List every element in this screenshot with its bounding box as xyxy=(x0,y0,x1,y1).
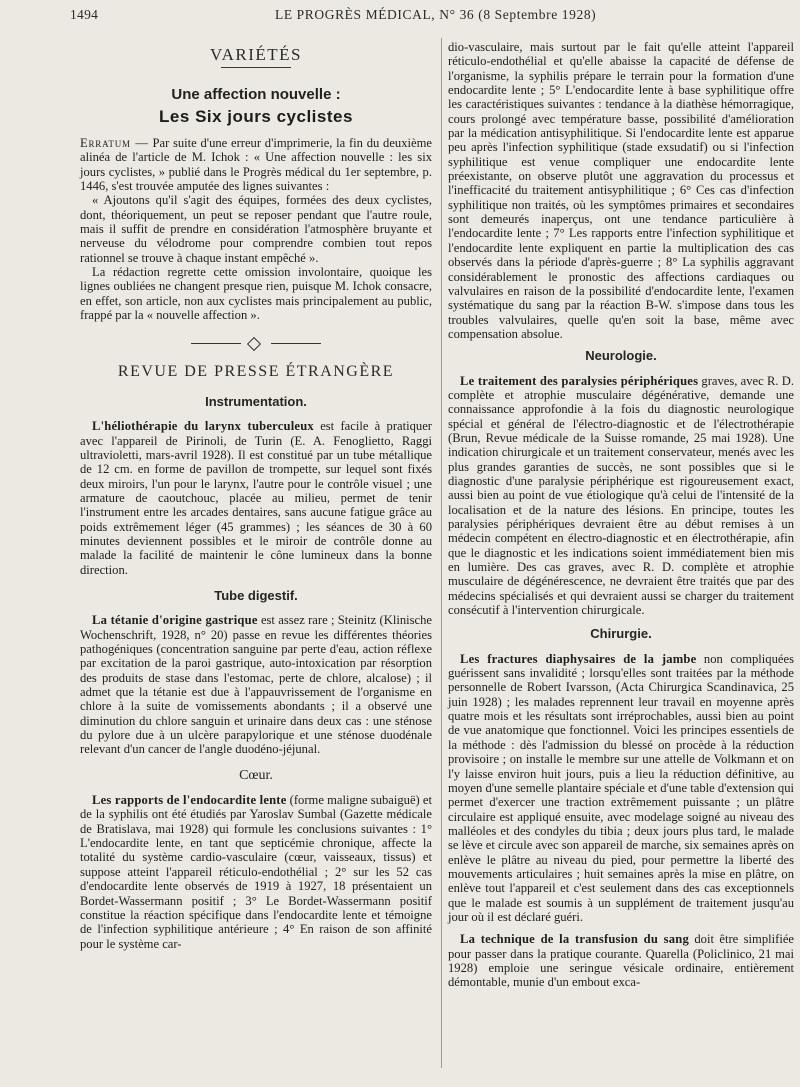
journal-title: LE PROGRÈS MÉDICAL, N° 36 (8 Septembre 1928) xyxy=(275,7,597,22)
continuation-paragraph: dio-vasculaire, mais surtout par le fait qu'elle atteint l'appareil réticulo-endothélial et qu'elle abaisse la capacité de défense de l'organisme, la syphilis prépare le terrain pour la formation d'une endocardite lente ; 5° L'endocardite lente à base syphilitique offre les caractéristiques suivantes : tendance à la diathèse hémorragique, cours prolongé avec température basse, possibilité d'amélioration par la médication antisyphilitique. Si l'endocardite lente est apparue peu après l'infection syphilitique (stade exsudatif) ou si l'infection syphilitique est venue compliquer une endocardite lente préexistante, on observe plutôt une aggravation du processus et l'inefficacité du traitement antisyphilitique ; 6° Ces cas d'infection syphilitique non traités, où les symptômes primaires et secondaires sont demeurés inaperçus, ont une tendance particulière à l'endocardite lente ; 7° Les rapports entre l'infection syphilitique et l'endocardite lente expliquent en partie la multiplication des cas observés dans la période d'après-guerre ; 8° La syphilis aggravant considérablement le pronostic des affections cardiaques ou valvulaires en raison de la possibilité d'endocardite lente, l'examen systématique du sang par la réaction B-W. s'impose dans tous les troubles valvulaires, quelle qu'en soit la base, même avec compensation absolue. xyxy=(448,40,794,341)
helio-paragraph xyxy=(80,419,432,577)
right-column xyxy=(448,40,794,990)
rapports-paragraph xyxy=(80,793,432,951)
rapports-lead: Les rapports de l'endocardite lente xyxy=(92,793,287,808)
fractures-lead: Les fractures diaphysaires de la jambe xyxy=(460,651,697,666)
erratum-lead: Erratum — xyxy=(80,136,149,151)
fractures-text: non compliquées guérissent sans invalidité ; lorsqu'elles sont traitées par la méthode personnelle de Robert Ivarsson, (Acta Chirurgica Scandinavica, 25 juin 1928) ; les malades reprennent leur travail en moyenne après quatre mois et les résultats sont irréprochables, aussi bien au point de vue anatomique que fonctionnel. Voici les principes essentiels de la méthode : dès l'admission du blessé on procède à la réduction provisoire ; on installe le membre sur une attelle de Volkmann et on l'y laisse environ huit jours, puis a lieu la réduction définitive, au moyen d'une semelle plantaire spéciale et d'une table d'extension qui permet d'exercer une traction extrêmement puissante ; un plâtre circulaire est appliqué ensuite, avec modelage soigné au niveau des malléoles et des condyles du tibia ; deux jours plus tard, le malade se lève et circule avec son appareil de marche, six semaines après on enlève le plâtre au niveau du pied, pour permettre la liberté des mouvements articulaires ; huit semaines après la mise en plâtre, on enlève tout l'appareil et c'est seulement dans des cas exceptionnels que le malade est soumis à un supplément de traitement jusqu'au jour où il est déclaré guéri. xyxy=(448,651,794,924)
transfusion-lead: La technique de la transfusion du sang xyxy=(460,932,689,947)
revue-title: REVUE DE PRESSE ÉTRANGÈRE xyxy=(117,362,395,380)
tetanie-lead: La tétanie d'origine gastrique xyxy=(92,613,258,628)
page-number: 1494 xyxy=(70,7,99,22)
tube-digestif-heading: Tube digestif. xyxy=(214,587,298,603)
coeur-heading: Cœur. xyxy=(239,767,273,783)
erratum-text: Par suite d'une erreur d'imprimerie, la fin du deuxième alinéa de l'article de M. Ichok : « Une affection nouvelle : les six jours cyclistes, » publié dans le Progrès médical du 1er septembre, p. 1446, s'est trouvée amputée des lignes suivantes : xyxy=(80,136,432,194)
neuro-paragraph xyxy=(448,374,794,618)
section-ornament xyxy=(191,337,321,351)
erratum-paragraph xyxy=(80,136,432,193)
neurologie-heading: Neurologie. xyxy=(585,348,657,364)
tetanie-paragraph xyxy=(80,613,432,756)
running-head xyxy=(70,7,790,23)
neuro-text: graves, avec R. D. complète et atrophie musculaire dégénérative, demande une connaissance approfondie à la fois du diagnostic neurologique spécial et général de l'électro-diagnostic et de l'électrothérapie (Brun, Revue médicale de la Suisse romande, 25 mai 1928). Une indication chirurgicale et un traitement conservateur, menés avec les plus grandes garanties de succès, ne sont possibles que si le diagnostic d'une paralysie périphérique est rigoureusement exact, aussi bien au point de vue étiologique qu'à celui de l'intensité de la localisation et de la nature des lésions. En principe, toutes les paralysies périphériques devraient être au début remises à un médecin compétent en électro-diagnostic et en électrothérapie, afin que le diagnostic et les indications soient immédiatement bien mis en lumière. Des cas graves, avec R. D. complète et atrophie musculaire de dégénérescence, ne devraient être traités que par des médecins spécialisés et qui devraient aussi se charger du traitement consécutif à l'intervention chirurgicale. xyxy=(448,373,794,618)
tetanie-text: est assez rare ; Steinitz (Klinische Wochenschrift, 1928, n° 20) passe en revue les différentes théories pathogéniques (concentration sanguine par perte d'eau, action réflexe par excitation de la paroi gastrique, auto-intoxication par résorption des produits de stase dans l'estomac, perte de chlore, alcalose) ; il admet que la tétanie est due à l'appauvrissement de l'organisme en chlore à la suite de vomissements abondants ; il a observé une diminution du chlore sanguin et urinaire dans deux cas : une sténose du pylore due à un ulcère parapylorique et une sténose duodénale relevant d'un cancer de l'angle duodéno-jéjunal. xyxy=(80,613,432,757)
six-jours-heading: Les Six jours cyclistes xyxy=(159,106,353,126)
helio-lead: L'héliothérapie du larynx tuberculeux xyxy=(92,419,314,434)
erratum-quote: « Ajoutons qu'il s'agit des équipes, formées des deux cyclistes, dont, théoriquement, un peut se reposer pendant que l'autre roule, mais il suffit de prendre en considération l'atmosphère bruyante et nerveuse du vélodrome pour comprendre combien tout repos rationnel se trouve à chaque instant empêché ». xyxy=(80,193,432,265)
chirurgie-heading: Chirurgie. xyxy=(590,626,652,642)
title-rule xyxy=(221,67,291,68)
transfusion-paragraph xyxy=(448,932,794,989)
instrumentation-heading: Instrumentation. xyxy=(205,393,307,409)
column-divider xyxy=(441,38,442,1068)
left-column xyxy=(80,40,432,951)
affection-heading: Une affection nouvelle : xyxy=(171,86,341,104)
fractures-paragraph xyxy=(448,652,794,925)
varietes-title: VARIÉTÉS xyxy=(210,45,302,64)
neuro-lead: Le traitement des paralysies périphériques xyxy=(460,373,699,388)
helio-text: est facile à pratiquer avec l'appareil de Pirinoli, de Turin (E. A. Fenoglietto, Raggi ultravioletti, mars-avril 1928). Il est constitué par un tube métallique de 12 cm. en forme de pavillon de trompette, sur lequel sont fixés deux miroirs, l'un pour le larynx, l'autre pour le contrôle visuel ; une armature de caoutchouc, placée au milieu, permet de tenir l'instrument entre les arcades dentaires, sans aucune fatigue grâce au poids extrêmement léger (45 grammes) ; les séances de 30 à 60 minutes deviennent possibles et le miroir de contrôle donne au malade la facilité de maintenir le cône lumineux dans la bonne direction. xyxy=(80,419,432,577)
rapports-text: (forme maligne subaiguë) et de la syphilis ont été étudiés par Yaroslav Sumbal (Gazette médicale de Bratislava, mai 1928) qui formule les conclusions suivantes : 1° L'endocardite lente, en tant que septicémie chronique, affecte la totalité du système cardio-vasculaire (cœur, vaisseaux, tissus) et suppose atteint l'appareil réticulo-endothélial ; 2° sur les 52 cas d'endocardite lente observés de 1919 à 1927, 18 présentaient un Bordet-Wassermann positif ; 3° Le Bordet-Wassermann positif constitue la réaction spécifique dans l'endocardite lente et témoigne de l'infection syphilitique antérieure ; 4° En raison de son affinité pour le système car- xyxy=(80,793,432,951)
transfusion-text: doit être simplifiée pour passer dans la pratique courante. Quarella (Policlinico, 21 mai 1928) emploie une seringue vésicale ordinaire, entièrement démontable, munie d'un embout exca- xyxy=(448,932,795,990)
erratum-note: La rédaction regrette cette omission involontaire, quoique les lignes oubliées ne changent presque rien, puisque M. Ichok consacre, en effet, son article, non aux cyclistes mais principalement au public, frappé par la « nouvelle affection ». xyxy=(80,265,432,323)
